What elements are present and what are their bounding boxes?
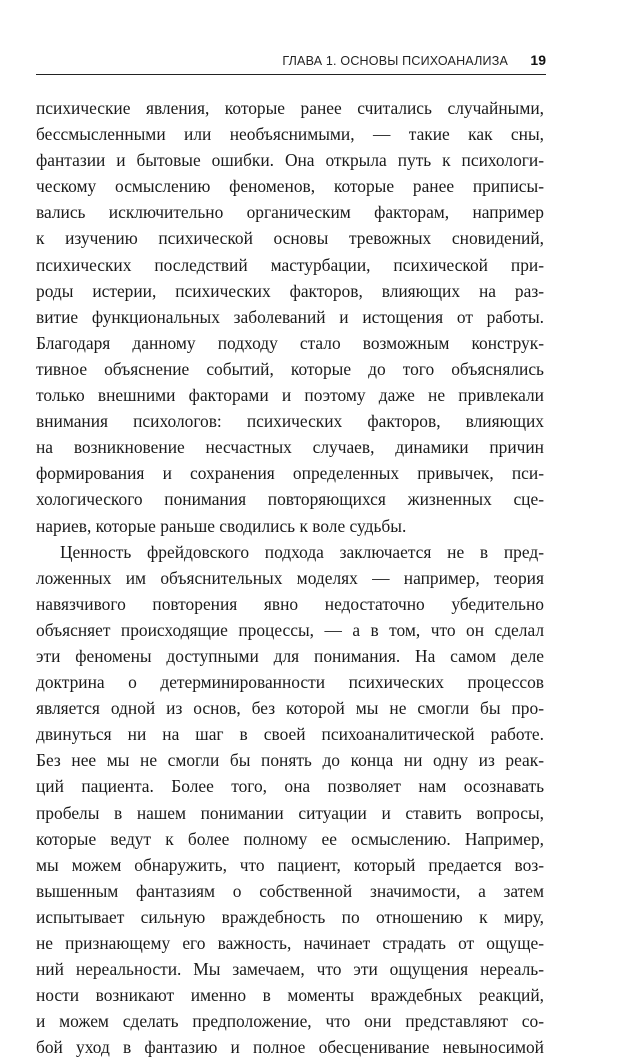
text-line: психические явления, которые ранее считались случайными, <box>36 98 544 118</box>
text-line: только внешними факторами и поэтому даже не привлекали <box>36 385 544 406</box>
text-line: доктрина о детерминированности психических процессов <box>36 672 544 693</box>
text-line: формирования и сохранения определенных привычек, пси- <box>36 463 544 484</box>
text-line: фантазии и бытовые ошибки. Она открыла путь к психологи- <box>36 150 544 171</box>
text-line: к изучению психической основы тревожных сновидений, <box>36 228 544 249</box>
text-line: бессмысленными или необъяснимыми, — такие как сны, <box>36 124 544 145</box>
text-line: хологического понимания повторяющихся жизненных сце- <box>36 489 544 510</box>
text-line: Ценность фрейдовского подхода заключается не в пред- <box>60 541 544 562</box>
text-line: Благодаря данному подходу стало возможным конструк- <box>36 332 544 353</box>
text-line: эти феномены доступными для понимания. На самом деле <box>36 645 544 666</box>
text-line: ческому осмыслению феноменов, которые ранее приписы- <box>36 176 544 197</box>
text-line: мы можем обнаружить, что пациент, который предается воз- <box>36 854 544 875</box>
text-line: Без нее мы не смогли бы понять до конца ни одну из реак- <box>36 750 544 771</box>
text-line: бой уход в фантазию и полное обесценивание невыносимой <box>36 1037 544 1058</box>
paragraph-2 <box>36 539 544 1060</box>
text-line: нариев, которые раньше сводились к воле судьбы. <box>36 515 407 536</box>
body-text <box>36 95 544 1060</box>
text-line: витие функциональных заболеваний и истощения от работы. <box>36 306 544 327</box>
paragraph-1 <box>36 95 544 539</box>
text-line: роды истерии, психических факторов, влияющих на раз- <box>36 280 544 301</box>
text-line: ний нереальности. Мы замечаем, что эти ощущения нереаль- <box>36 959 544 980</box>
text-line: ложенных им объяснительных моделях — например, теория <box>36 567 544 588</box>
text-line: вышенным фантазиям о собственной значимости, а затем <box>36 880 544 901</box>
text-line: тивное объяснение событий, которые до того объяснялись <box>36 358 544 379</box>
text-line: которые ведут к более полному ее осмыслению. Например, <box>36 828 544 849</box>
text-line: и можем сделать предположение, что они представляют со- <box>36 1011 544 1032</box>
text-line: психических последствий мастурбации, психической при- <box>36 254 544 275</box>
text-line: двинуться ни на шаг в своей психоаналитической работе. <box>36 724 544 745</box>
text-line: ности возникают именно в моменты враждебных реакций, <box>36 985 544 1006</box>
running-header <box>36 52 546 75</box>
chapter-title: ГЛАВА 1. ОСНОВЫ ПСИХОАНАЛИЗА <box>282 54 508 68</box>
text-line: на возникновение несчастных случаев, динамики причин <box>36 437 544 458</box>
text-line: пробелы в нашем понимании ситуации и ставить вопросы, <box>36 802 544 823</box>
text-line: является одной из основ, без которой мы не смогли бы про- <box>36 698 544 719</box>
text-line: навязчивого повторения явно недостаточно убедительно <box>36 593 544 614</box>
text-line: внимания психологов: психических факторов, влияющих <box>36 411 544 432</box>
text-line: объясняет происходящие процессы, — а в том, что он сделал <box>36 619 544 640</box>
page-number: 19 <box>530 52 546 68</box>
text-line: испытывает сильную враждебность по отношению к миру, <box>36 906 544 927</box>
text-line: не признающему его важность, начинает страдать от ощуще- <box>36 933 544 953</box>
text-line: вались исключительно органическим факторам, например <box>36 202 544 223</box>
text-line: ций пациента. Более того, она позволяет нам осознавать <box>36 776 544 797</box>
